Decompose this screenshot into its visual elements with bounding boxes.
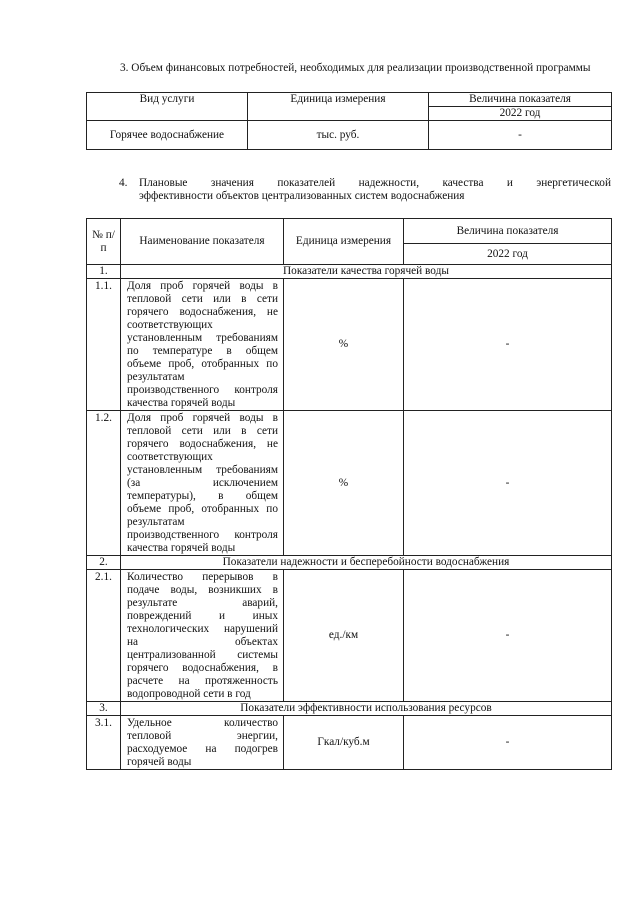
indicator-name-line: производственного контроля <box>127 529 278 541</box>
section4-number: 4. <box>119 177 128 189</box>
header-unit: Единица измерения <box>248 93 429 121</box>
indicator-name-line: результате аварий, <box>127 597 278 609</box>
indicator-name <box>121 279 284 411</box>
indicator-name-line: по температуре в общем <box>127 345 278 357</box>
section3-heading: 3. Объем финансовых потребностей, необходимых для реализации производственной программы <box>120 62 591 74</box>
financial-needs-table <box>86 92 612 150</box>
section4-heading-line2: эффективности объектов централизованных систем водоснабжения <box>139 190 465 202</box>
indicator-number: 2.1. <box>87 570 121 702</box>
cell-unit: тыс. руб. <box>248 121 429 150</box>
indicator-name-line: установленным требованиям <box>127 332 278 344</box>
header-value: Величина показателя <box>404 219 612 244</box>
indicator-name-line: соответствующих <box>127 451 213 463</box>
indicator-name-line: Доля проб горячей воды в <box>127 412 278 424</box>
indicator-name-line: тепловой энергии, <box>127 730 278 742</box>
section-title: Показатели надежности и бесперебойности водоснабжения <box>121 556 612 570</box>
indicator-name-line: на объектах <box>127 636 278 648</box>
header-unit: Единица измерения <box>284 219 404 265</box>
indicator-name-line: горячего водоснабжения, в <box>127 662 278 674</box>
indicators-table <box>86 218 612 770</box>
header-service: Вид услуги <box>87 93 248 121</box>
indicator-value: - <box>404 279 612 411</box>
section-number: 2. <box>87 556 121 570</box>
indicator-name-line: Удельное количество <box>127 717 278 729</box>
indicator-name-line: результатам <box>127 516 185 528</box>
indicator-value: - <box>404 716 612 770</box>
indicator-number: 1.1. <box>87 279 121 411</box>
indicator-number: 1.2. <box>87 411 121 556</box>
indicator-name <box>121 411 284 556</box>
indicator-value: - <box>404 411 612 556</box>
indicator-name-line: тепловой сети или в сети <box>127 425 278 437</box>
indicator-name-line: объеме проб, отобранных по <box>127 358 278 370</box>
indicator-name-line: качества горячей воды <box>127 542 236 554</box>
indicator-name-line: горячего водоснабжения, не <box>127 306 278 318</box>
indicator-row <box>87 279 612 411</box>
header-value: Величина показателя <box>429 93 612 107</box>
indicator-name-line: тепловой сети или в сети <box>127 293 278 305</box>
section-title: Показатели эффективности использования ресурсов <box>121 702 612 716</box>
section-number: 1. <box>87 265 121 279</box>
indicator-row <box>87 411 612 556</box>
indicator-name-line: качества горячей воды <box>127 397 236 409</box>
section4-heading-line1: Плановые значения показателей надежности, качества и энергетической <box>139 177 611 189</box>
indicator-name-line: горячего водоснабжения, не <box>127 438 278 450</box>
indicator-row <box>87 716 612 770</box>
indicator-name-line: (за исключением <box>127 477 278 489</box>
indicator-name-line: расходуемое на подогрев <box>127 743 278 755</box>
indicator-name-line: температуры), в общем <box>127 490 278 502</box>
indicator-name <box>121 570 284 702</box>
indicator-name-line: расчете на протяженность <box>127 675 278 687</box>
indicator-name-line: горячей воды <box>127 756 192 768</box>
header-name: Наименование показателя <box>121 219 284 265</box>
indicator-name-line: объеме проб, отобранных по <box>127 503 278 515</box>
indicator-row <box>87 570 612 702</box>
indicator-unit: ед./км <box>284 570 404 702</box>
indicator-name-line: Количество перерывов в <box>127 571 278 583</box>
indicator-name <box>121 716 284 770</box>
cell-service: Горячее водоснабжение <box>87 121 248 150</box>
section-row <box>87 702 612 716</box>
indicator-name-line: производственного контроля <box>127 384 278 396</box>
indicator-unit: % <box>284 411 404 556</box>
section-number: 3. <box>87 702 121 716</box>
indicator-name-line: соответствующих <box>127 319 213 331</box>
indicator-unit: Гкал/куб.м <box>284 716 404 770</box>
indicator-name-line: централизованной системы <box>127 649 278 661</box>
indicator-number: 3.1. <box>87 716 121 770</box>
section-row <box>87 265 612 279</box>
section4-heading <box>121 177 611 203</box>
indicator-name-line: водопроводной сети в год <box>127 688 251 700</box>
indicator-value: - <box>404 570 612 702</box>
indicator-unit: % <box>284 279 404 411</box>
indicator-name-line: технологических нарушений <box>127 623 278 635</box>
section-row <box>87 556 612 570</box>
section-title: Показатели качества горячей воды <box>121 265 612 279</box>
header-num: № п/п <box>87 219 121 265</box>
indicator-name-line: установленным требованиям <box>127 464 278 476</box>
header-year: 2022 год <box>429 107 612 121</box>
cell-value: - <box>429 121 612 150</box>
indicator-name-line: результатам <box>127 371 185 383</box>
indicator-name-line: подаче воды, возникших в <box>127 584 278 596</box>
header-year: 2022 год <box>404 244 612 265</box>
indicator-name-line: Доля проб горячей воды в <box>127 280 278 292</box>
indicators-body <box>87 265 612 770</box>
indicator-name-line: повреждений и иных <box>127 610 278 622</box>
